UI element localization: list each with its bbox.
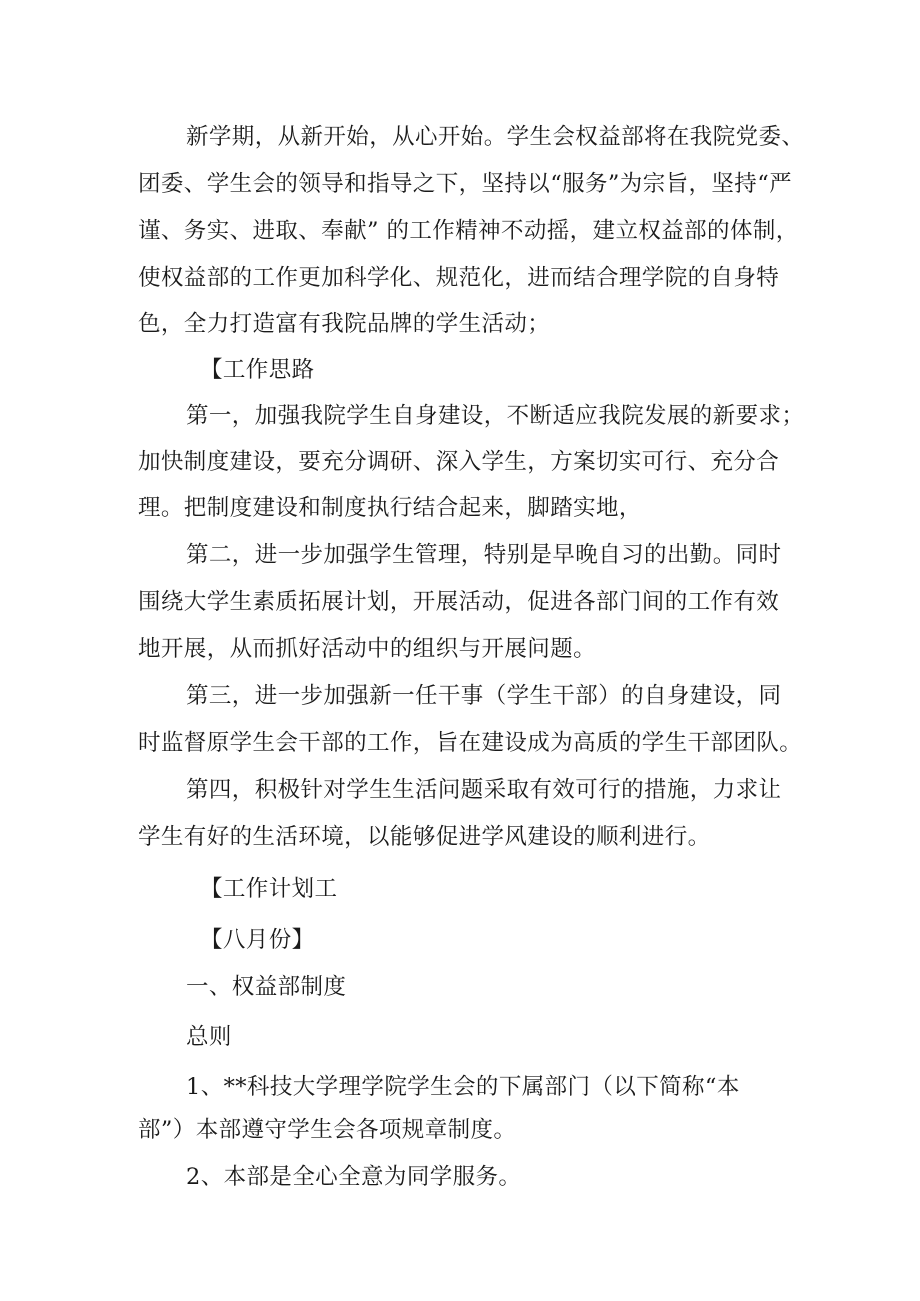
point2-line-1: 第二，进一步加强学生管理，特别是早晚自习的出勤。同时: [186, 542, 782, 568]
rule2-line-1: 2、本部是全心全意为同学服务。: [186, 1164, 522, 1190]
point1-line-1: 第一，加强我院学生自身建设，不断适应我院发展的新要求；: [186, 403, 805, 429]
point4-line-2: 学生有好的生活环境，以能够促进学风建设的顺利进行。: [138, 824, 711, 850]
rule1-line-2: 部”）本部遵守学生会各项规章制度。: [138, 1117, 517, 1143]
intro-line-1: 新学期，从新开始，从心开始。学生会权益部将在我院党委、: [186, 124, 805, 150]
point2-line-3: 地开展，从而抓好活动中的组织与开展问题。: [138, 636, 597, 662]
heading-general-provisions: 总则: [186, 1024, 232, 1050]
section-heading-plan: 【工作计划工: [200, 876, 338, 902]
point3-line-2: 时监督原学生会干部的工作，旨在建设成为高质的学生干部团队。: [138, 730, 803, 756]
intro-line-5: 色，全力打造富有我院品牌的学生活动；: [138, 311, 551, 337]
point2-line-2: 围绕大学生素质拓展计划，开展活动，促进各部门间的工作有效: [138, 589, 780, 615]
point1-line-3: 理。把制度建设和制度执行结合起来，脚踏实地，: [138, 495, 642, 521]
point4-line-1: 第四，积极针对学生生活问题采取有效可行的措施，力求让: [186, 777, 782, 803]
intro-line-2: 团委、学生会的领导和指导之下，坚持以“服务”为宗旨，坚持“严: [138, 171, 793, 197]
section-heading-thinking: 【工作思路: [200, 357, 315, 383]
intro-line-4: 使权益部的工作更加科学化、规范化，进而结合理学院的自身特: [138, 265, 780, 291]
point3-line-1: 第三，进一步加强新一任干事（学生干部）的自身建设，同: [186, 683, 782, 709]
heading-rights-system: 一、权益部制度: [186, 974, 347, 1000]
intro-line-3: 谨、务实、进取、奉献” 的工作精神不动摇，建立权益部的体制，: [138, 218, 799, 244]
point1-line-2: 加快制度建设，要充分调研、深入学生，方案切实可行、充分合: [138, 449, 780, 475]
rule1-line-1: 1、**科技大学理学院学生会的下属部门（以下简称“本: [186, 1074, 740, 1100]
section-heading-august: 【八月份】: [200, 927, 315, 953]
